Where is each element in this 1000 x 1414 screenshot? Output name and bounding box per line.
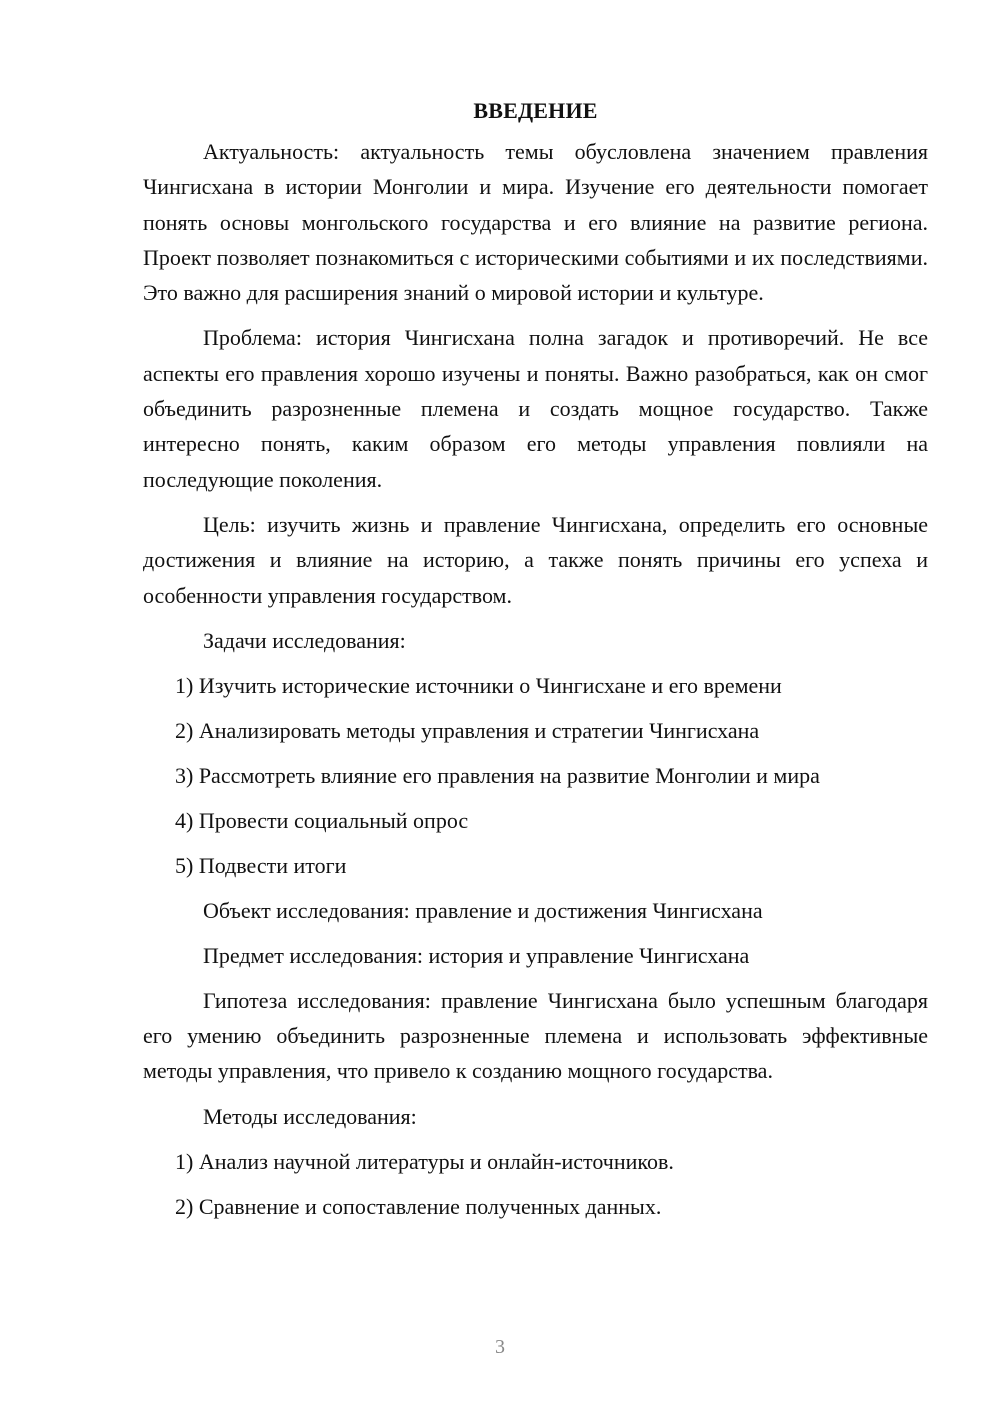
tasks-list <box>143 668 928 883</box>
page-content <box>143 96 928 1234</box>
method-item: 2) Сравнение и сопоставление полученных данных. <box>175 1193 662 1219</box>
task-item: 5) Подвести итоги <box>175 852 347 878</box>
relevance-paragraph: Актуальность: актуальность темы обусловлена значением правления Чингисхана в истории Монголии и мира. Изучение его деятельности помогает понять основы монгольского государства и его влияние на развитие региона. Проект позволяет познакомиться с историческими событиями и их последствиями. Это важно для расширения знаний о мировой истории и культуре. <box>143 139 928 306</box>
methods-list <box>143 1144 928 1224</box>
page-number: 3 <box>495 1336 505 1358</box>
task-item: 3) Рассмотреть влияние его правления на развитие Монголии и мира <box>175 762 820 788</box>
tasks-heading: Задачи исследования: <box>203 627 406 653</box>
section-title: ВВЕДЕНИЕ <box>473 98 598 123</box>
method-item: 1) Анализ научной литературы и онлайн-источников. <box>175 1148 674 1174</box>
task-item: 4) Провести социальный опрос <box>175 807 469 833</box>
task-item: 1) Изучить исторические источники о Чингисхане и его времени <box>175 672 782 698</box>
hypothesis-paragraph: Гипотеза исследования: правление Чингисхана было успешным благодаря его умению объединить разрозненные племена и использовать эффективные методы управления, что привело к созданию мощного государства. <box>143 987 928 1084</box>
problem-paragraph: Проблема: история Чингисхана полна загадок и противоречий. Не все аспекты его правления хорошо изучены и поняты. Важно разобраться, как он смог объединить разрозненные племена и создать мощное государство. Также интересно понять, каким образом его методы управления повлияли на последующие поколения. <box>143 325 928 492</box>
goal-paragraph: Цель: изучить жизнь и правление Чингисхана, определить его основные достижения и влияние на историю, а также понять причины его успеха и особенности управления государством. <box>143 511 928 608</box>
methods-heading: Методы исследования: <box>203 1103 417 1129</box>
research-object: Объект исследования: правление и достижения Чингисхана <box>203 897 763 923</box>
task-item: 2) Анализировать методы управления и стратегии Чингисхана <box>175 717 760 743</box>
research-subject: Предмет исследования: история и управление Чингисхана <box>203 942 750 968</box>
